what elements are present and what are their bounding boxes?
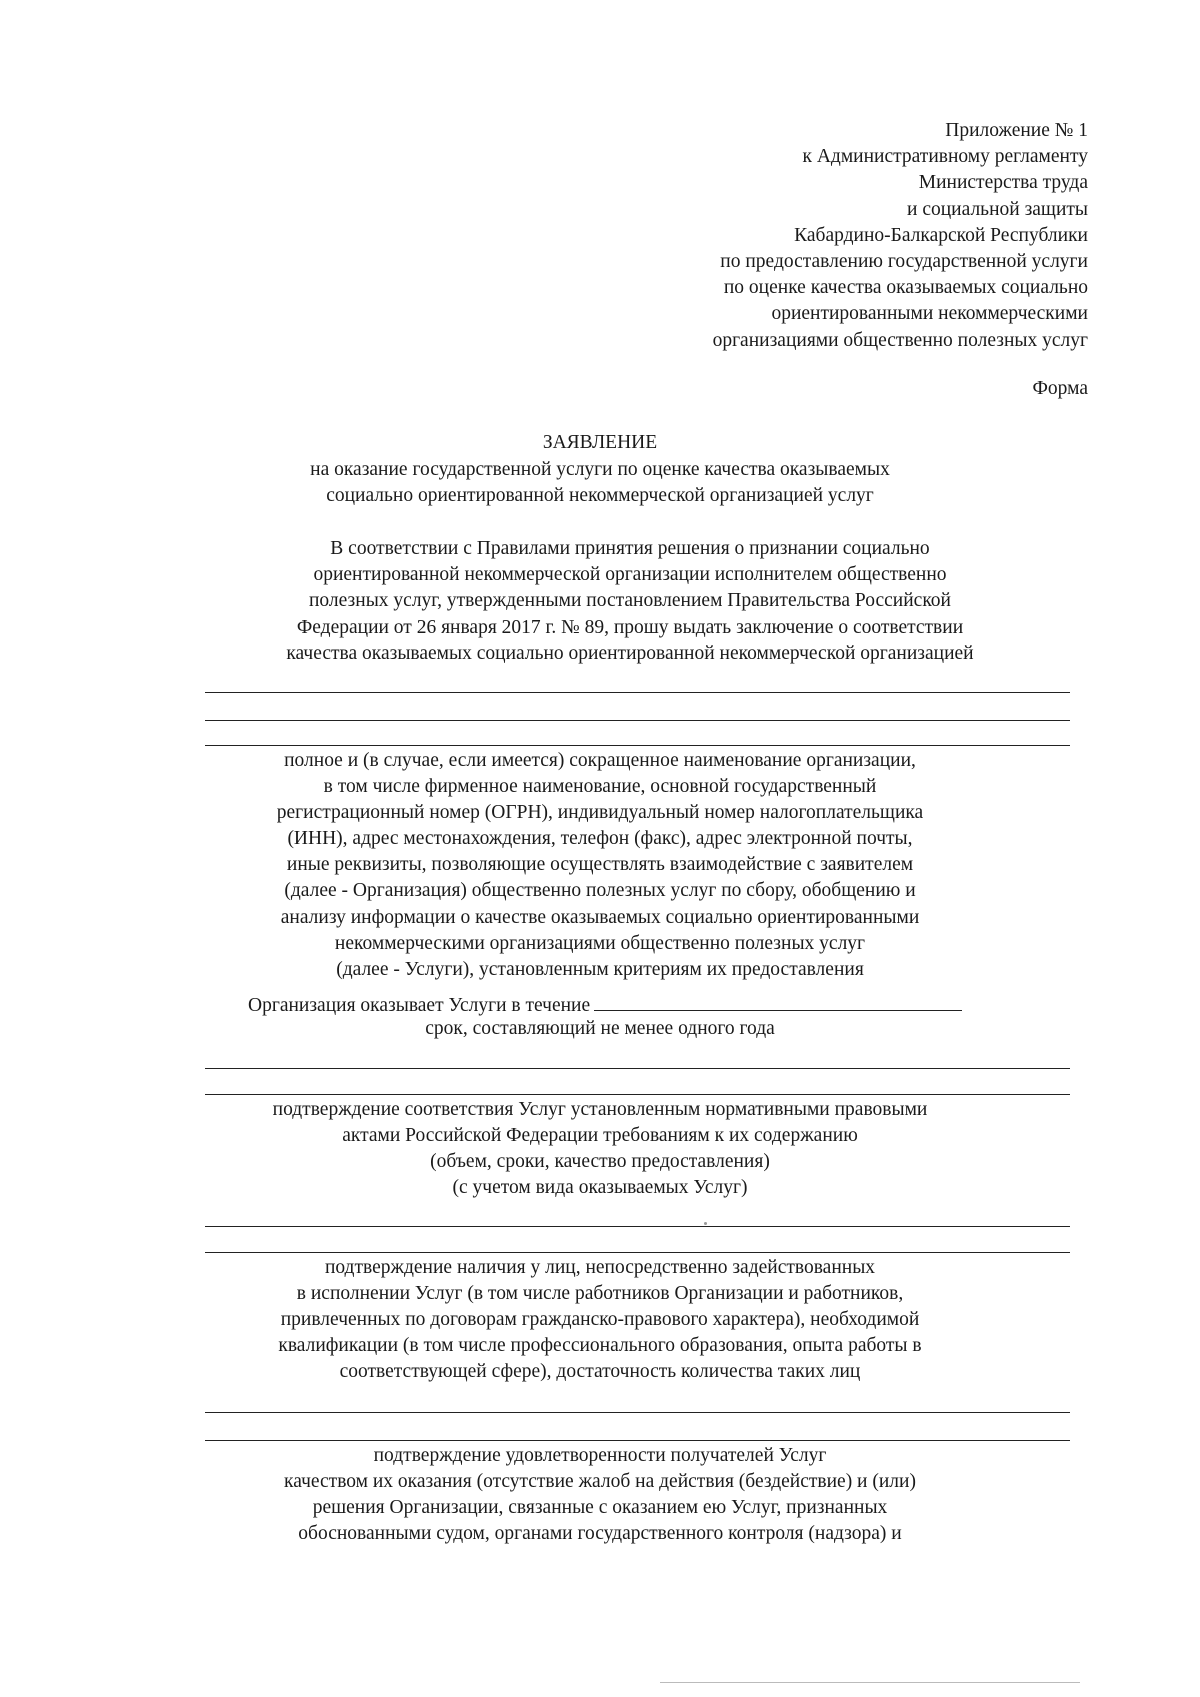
qualification-hint (0, 1255, 1200, 1385)
scan-speck (704, 1222, 707, 1225)
appendix-line: Министерства труда (918, 172, 1088, 194)
hint-line: квалификации (в том числе профессионального образования, опыта работы в (278, 1335, 922, 1357)
intro-line: ориентированной некоммерческой организации исполнителем общественно (313, 564, 947, 586)
hint-line: соответствующей сфере), достаточность количества таких лиц (339, 1361, 861, 1383)
appendix-line: ориентированными некоммерческими (771, 303, 1088, 325)
title-heading: ЗАЯВЛЕНИЕ (542, 432, 658, 453)
satisfaction-fill-line[interactable] (205, 1440, 1070, 1441)
appendix-line: и социальной защиты (907, 198, 1088, 220)
appendix-line: организациями общественно полезных услуг (712, 329, 1088, 351)
hint-line: актами Российской Федерации требованиям к их содержанию (342, 1125, 858, 1147)
intro-line: В соответствии с Правилами принятия решения о признании социально (330, 538, 930, 559)
organization-hint (0, 748, 1200, 983)
appendix-line: к Административному регламенту (802, 146, 1088, 168)
hint-line: решения Организации, связанные с оказанием ею Услуг, признанных (312, 1497, 888, 1519)
hint-line: (далее - Организация) общественно полезных услуг по сбору, обобщению и (284, 880, 916, 902)
hint-line: в исполнении Услуг (в том числе работников Организации и работников, (296, 1283, 904, 1305)
compliance-hint (0, 1097, 1200, 1201)
intro-line: Федерации от 26 января 2017 г. № 89, прошу выдать заключение о соответствии (296, 616, 964, 638)
hint-line: анализу информации о качестве оказываемых социально ориентированными (280, 906, 920, 928)
service-period-row (248, 992, 962, 1017)
appendix-line: по предоставлению государственной услуги (720, 251, 1088, 273)
hint-line: обоснованными судом, органами государственного контроля (надзора) и (298, 1523, 902, 1545)
service-period-field[interactable] (594, 992, 962, 1011)
intro-paragraph (200, 536, 1060, 667)
document-title (0, 430, 1200, 510)
title-subtitle-line: на оказание государственной услуги по оценке качества оказываемых (310, 458, 890, 480)
hint-line: регистрационный номер (ОГРН), индивидуальный номер налогоплательщика (276, 802, 924, 824)
appendix-header (713, 118, 1088, 354)
hint-line: полное и (в случае, если имеется) сокращенное наименование организации, (284, 750, 916, 771)
intro-line: качества оказываемых социально ориентированной некоммерческой организацией (286, 642, 974, 664)
compliance-fill-line[interactable] (205, 1068, 1070, 1069)
hint-line: в том числе фирменное наименование, основной государственный (323, 776, 877, 798)
hint-line: иные реквизиты, позволяющие осуществлять взаимодействие с заявителем (286, 854, 914, 876)
hint-line: подтверждение наличия у лиц, непосредственно задействованных (324, 1257, 876, 1278)
scan-edge-line (660, 1682, 1080, 1683)
satisfaction-fill-line[interactable] (205, 1412, 1070, 1413)
hint-line: подтверждение соответствия Услуг установленным нормативными правовыми (272, 1099, 928, 1120)
hint-line: (ИНН), адрес местонахождения, телефон (факс), адрес электронной почты, (287, 828, 913, 850)
qualification-fill-line[interactable] (205, 1252, 1070, 1253)
hint-line: привлеченных по договорам гражданско-правового характера), необходимой (280, 1309, 920, 1331)
org-fill-line[interactable] (205, 720, 1070, 721)
service-period-note: срок, составляющий не менее одного года (425, 1018, 775, 1039)
hint-line: (объем, сроки, качество предоставления) (430, 1151, 770, 1173)
qualification-fill-line[interactable] (205, 1226, 1070, 1227)
org-fill-line[interactable] (205, 692, 1070, 693)
service-period-label: Организация оказывает Услуги в течение (248, 995, 591, 1016)
hint-line: качеством их оказания (отсутствие жалоб на действия (бездействие) и (или) (284, 1471, 916, 1493)
form-label: Форма (1032, 378, 1088, 399)
org-fill-line[interactable] (205, 745, 1070, 746)
intro-line: полезных услуг, утвержденными постановлением Правительства Российской (309, 590, 951, 612)
hint-line: (с учетом вида оказываемых Услуг) (452, 1177, 748, 1199)
compliance-fill-line[interactable] (205, 1094, 1070, 1095)
appendix-line: Кабардино-Балкарской Республики (794, 224, 1088, 246)
hint-line: некоммерческими организациями общественно полезных услуг (334, 932, 866, 954)
appendix-line: Приложение № 1 (945, 120, 1088, 141)
hint-line: подтверждение удовлетворенности получателей Услуг (373, 1445, 827, 1466)
title-subtitle-line: социально ориентированной некоммерческой организацией услуг (326, 485, 874, 506)
appendix-line: по оценке качества оказываемых социально (723, 277, 1088, 299)
hint-line: (далее - Услуги), установленным критериям их предоставления (336, 958, 864, 980)
satisfaction-hint (0, 1443, 1200, 1547)
